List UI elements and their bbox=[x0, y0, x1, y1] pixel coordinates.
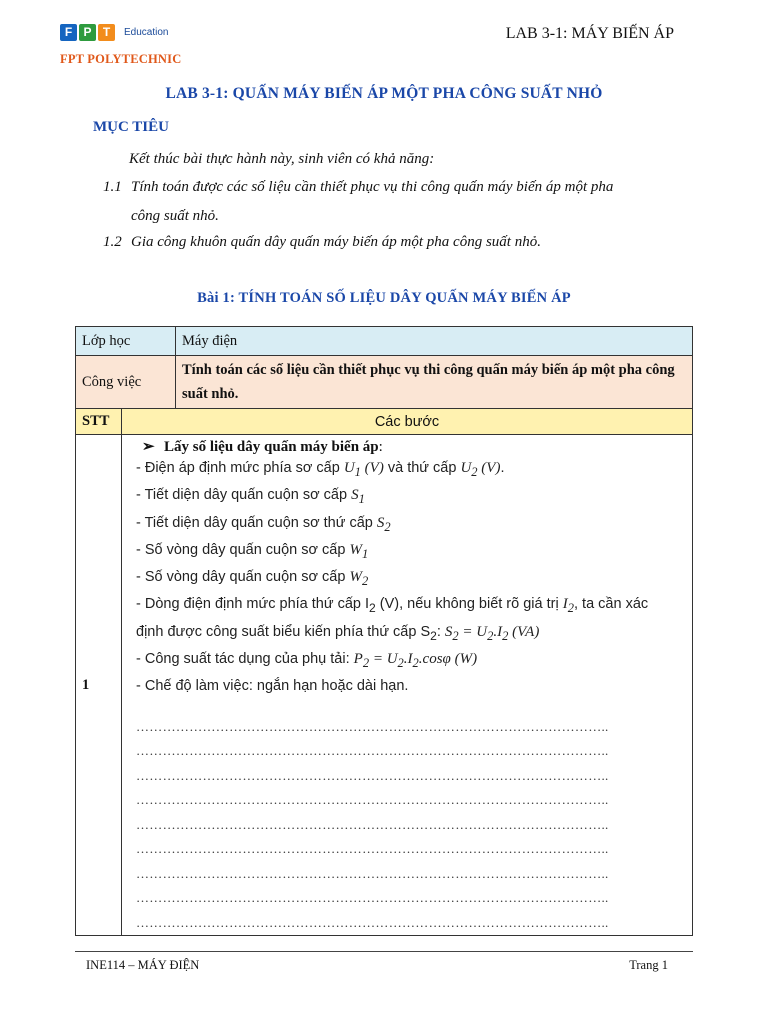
bullet-text: Lấy số liệu dây quấn máy biến áp bbox=[164, 439, 379, 455]
footer-course: INE114 – MÁY ĐIỆN bbox=[86, 958, 200, 972]
col-steps-header: Các bước bbox=[122, 409, 693, 435]
spec-line-s1: - Tiết diện dây quấn cuộn sơ cấp $S_1$ bbox=[136, 487, 365, 507]
spec-line-voltage: - Điện áp định mức phía sơ cấp $U_1$ (V) và thứ cấp $U_2$ (V). bbox=[136, 460, 505, 479]
worksheet-table bbox=[75, 326, 693, 936]
class-label: Lớp học bbox=[76, 327, 176, 356]
bullet-item bbox=[136, 437, 684, 457]
row-class bbox=[76, 327, 693, 356]
logo-polytechnic: FPT POLYTECHNIC bbox=[60, 52, 182, 66]
main-title: LAB 3-1: QUẤN MÁY BIẾN ÁP MỘT PHA CÔNG SUẤT NHỎ bbox=[165, 85, 603, 102]
row-work bbox=[76, 356, 693, 409]
objective-text: Gia công khuôn quấn dây quấn máy biến áp một pha công suất nhỏ. bbox=[131, 234, 541, 250]
spec-line-current: - Dòng điện định mức phía thứ cấp $I_2$ (V), nếu không biết rõ giá trị $I_2$, ta cần xác bbox=[136, 596, 649, 616]
logo-tile-f: F bbox=[60, 24, 77, 41]
fpt-logo bbox=[60, 24, 220, 70]
header-title: LAB 3-1: MÁY BIẾN ÁP bbox=[505, 25, 674, 42]
row-header bbox=[76, 409, 693, 435]
work-value: Tính toán các số liệu cần thiết phục vụ thi công quấn máy biến áp một pha công suất nhỏ. bbox=[176, 356, 693, 409]
answer-line[interactable]: …………………………………………………………………………………………….. bbox=[136, 816, 609, 832]
logo-tiles bbox=[60, 24, 115, 41]
objective-2 bbox=[103, 228, 703, 257]
objective-text-cont: công suất nhỏ. bbox=[131, 208, 219, 224]
objective-text: Tính toán được các số liệu cần thiết phục vụ thi công quấn máy biến áp một pha bbox=[131, 179, 614, 195]
spec-line-active-power: - Công suất tác dụng của phụ tải: $P_2 = U_2.I_2.\cos\varphi$ (W) bbox=[136, 651, 478, 671]
spec-line-w1: - Số vòng dây quấn cuộn sơ cấp $W_1$ bbox=[136, 541, 369, 561]
answer-line[interactable]: …………………………………………………………………………………………….. bbox=[136, 865, 609, 881]
step-number: 1 bbox=[76, 435, 122, 936]
logo-tile-t: T bbox=[98, 24, 115, 41]
step-content bbox=[122, 435, 693, 936]
spec-line-w2: - Số vòng dây quấn cuộn sơ cấp $W_2$ bbox=[136, 569, 369, 589]
answer-lines bbox=[136, 715, 684, 936]
footer-divider bbox=[75, 951, 693, 952]
work-label: Công việc bbox=[76, 356, 176, 409]
col-stt-header: STT bbox=[76, 409, 122, 435]
objective-number: 1.1 bbox=[103, 179, 122, 195]
spec-line-mode: - Chế độ làm việc: ngắn hạn hoặc dài hạn. bbox=[136, 678, 409, 695]
answer-line[interactable]: …………………………………………………………………………………………….. bbox=[136, 743, 609, 759]
answer-line[interactable]: …………………………………………………………………………………………….. bbox=[136, 718, 609, 734]
logo-tile-p: P bbox=[79, 24, 96, 41]
arrow-icon: ➢ bbox=[142, 439, 155, 455]
intro-text: Kết thúc bài thực hành này, sinh viên có khả năng: bbox=[129, 151, 435, 167]
spec-line-apparent-power: định được công suất biểu kiến phía thứ cấp $S_2$: $S_2 = U_2.I_2$ (VA) bbox=[136, 623, 540, 643]
objective-number: 1.2 bbox=[103, 234, 122, 250]
bullet-suffix: : bbox=[378, 439, 383, 455]
answer-line[interactable]: …………………………………………………………………………………………….. bbox=[136, 841, 609, 857]
logo-education: Education bbox=[124, 27, 169, 38]
answer-line[interactable]: …………………………………………………………………………………………….. bbox=[136, 792, 609, 808]
answer-line[interactable]: …………………………………………………………………………………………….. bbox=[136, 890, 609, 906]
spec-line-s2: - Tiết diện dây quấn cuộn sơ thứ cấp $S_2$ bbox=[136, 514, 391, 534]
footer-page-number: Trang 1 bbox=[629, 958, 668, 972]
answer-line[interactable]: …………………………………………………………………………………………….. bbox=[136, 767, 609, 783]
row-step-1 bbox=[76, 435, 693, 936]
section-heading: MỤC TIÊU bbox=[93, 119, 169, 135]
answer-line[interactable]: …………………………………………………………………………………………….. bbox=[136, 914, 609, 930]
exercise-title: Bài 1: TÍNH TOÁN SỐ LIỆU DÂY QUẤN MÁY BIẾN ÁP bbox=[197, 290, 571, 306]
class-value: Máy điện bbox=[176, 327, 693, 356]
objective-1 bbox=[103, 173, 703, 231]
